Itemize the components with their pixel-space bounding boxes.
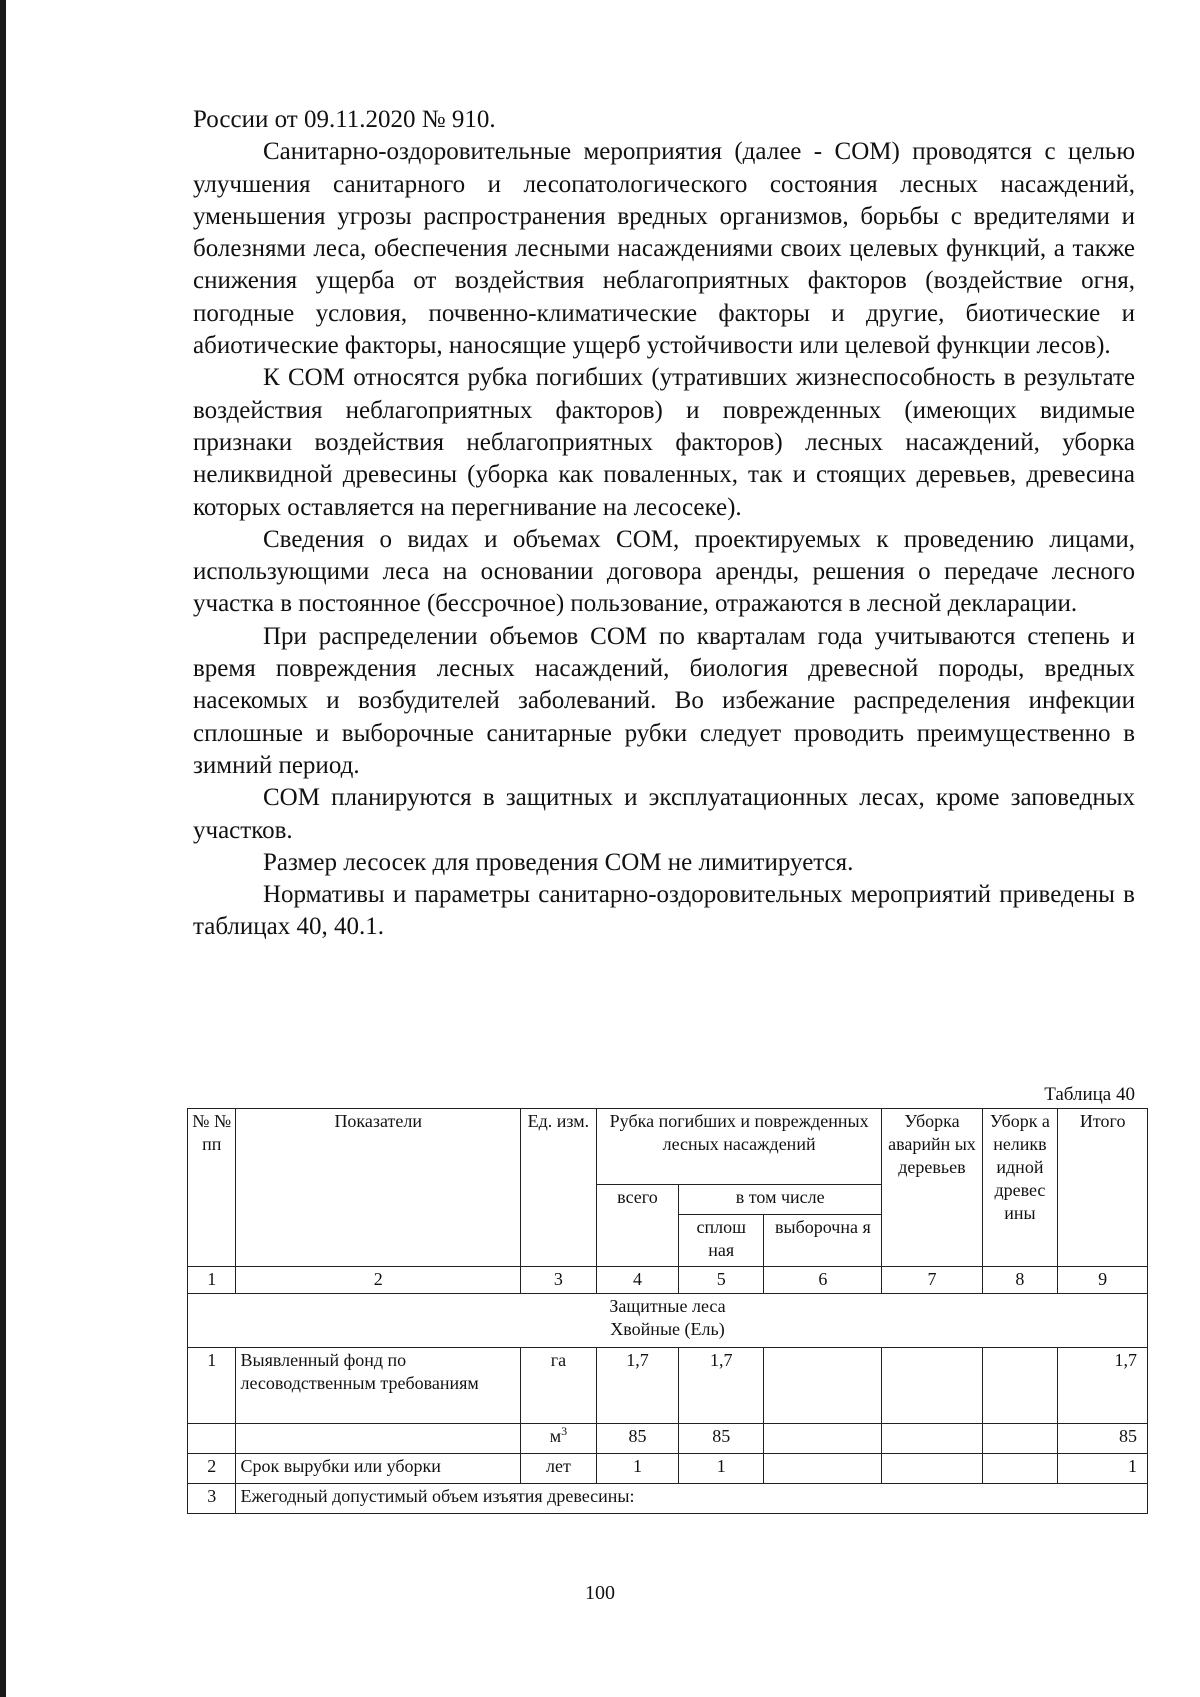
row-grand-total: 85 — [1058, 1424, 1148, 1454]
header-selective: выборочна я — [764, 1215, 882, 1267]
paragraph-som-size: Размер лесосек для проведения СОМ не лимитируется. — [263, 848, 854, 876]
table-row — [188, 1348, 1148, 1424]
paragraph-continuation: России от 09.11.2020 № 910. — [193, 106, 496, 133]
col-number: 4 — [596, 1267, 678, 1294]
row-clear: 85 — [679, 1424, 764, 1454]
scan-page-edge — [0, 0, 6, 1697]
row-selective — [764, 1424, 882, 1454]
norms-table — [187, 1108, 1148, 1514]
row-num: 2 — [188, 1454, 236, 1484]
row-grand-total: 1 — [1058, 1454, 1148, 1484]
row-emergency — [882, 1424, 982, 1454]
row-total: 1 — [596, 1454, 678, 1484]
paragraph-som-planning: СОМ планируются в защитных и эксплуатационных лесах, кроме заповедных участков. — [193, 784, 1135, 844]
row-num: 3 — [188, 1484, 236, 1514]
unit-base: м — [549, 1426, 562, 1446]
paragraph-som-definition: Санитарно-оздоровительные мероприятия (далее - СОМ) проводятся с целью улучшения санитарного и лесопатологического состояния лесных насаждений, уменьшения угрозы распространения вредных организмов, борьбы с вредителями и болезнями леса, обеспечения лесными насаждениями своих целевых функций, а также снижения ущерба от воздействия неблагоприятных факторов (воздействие огня, погодные условия, почвенно-климатические факторы и другие, биотические и абиотические факторы, наносящие ущерб устойчивости или целевой функции лесов). — [193, 138, 1135, 360]
row-illiquid — [982, 1424, 1058, 1454]
paragraph-som-distribution: При распределении объемов СОМ по кварталам года учитываются степень и время повреждения лесных насаждений, биология древесной породы, вредных насекомых и возбудителей заболеваний. Во избежание распределения инфекции сплошные и выборочные санитарные рубки следует проводить преимущественно в зимний период. — [193, 622, 1135, 779]
header-emergency: Уборка аварийн ых деревьев — [882, 1109, 982, 1267]
col-number: 1 — [188, 1267, 236, 1294]
col-number: 7 — [882, 1267, 982, 1294]
col-number: 9 — [1058, 1267, 1148, 1294]
page-number: 100 — [585, 1582, 615, 1604]
header-grand-total: Итого — [1058, 1109, 1148, 1267]
row-num — [188, 1424, 236, 1454]
row-indicator — [236, 1424, 521, 1454]
document-body — [193, 104, 1135, 944]
col-number: 5 — [679, 1267, 764, 1294]
row-num: 1 — [188, 1348, 236, 1424]
row-unit — [520, 1424, 596, 1454]
header-num: № № пп — [188, 1109, 236, 1267]
row-indicator: Выявленный фонд по лесоводственным требованиям — [236, 1348, 521, 1424]
header-indicator: Показатели — [236, 1109, 521, 1267]
row-emergency — [882, 1348, 982, 1424]
row-total: 85 — [596, 1424, 678, 1454]
row-indicator: Срок вырубки или уборки — [236, 1454, 521, 1484]
table-caption: Таблица 40 — [1044, 1084, 1135, 1105]
section-species: Хвойные (Ель) — [610, 1319, 725, 1339]
section-row — [188, 1294, 1148, 1348]
row-selective — [764, 1454, 882, 1484]
table-row — [188, 1424, 1148, 1454]
row-illiquid — [982, 1454, 1058, 1484]
row-selective — [764, 1348, 882, 1424]
col-number: 2 — [236, 1267, 521, 1294]
row-unit: лет — [520, 1454, 596, 1484]
col-number: 6 — [764, 1267, 882, 1294]
header-incl: в том числе — [679, 1185, 882, 1215]
paragraph-som-norms: Нормативы и параметры санитарно-оздоровительных мероприятий приведены в таблицах 40, 40.1. — [193, 881, 1135, 941]
header-total-all: всего — [596, 1185, 678, 1267]
row-emergency — [882, 1454, 982, 1484]
row-clear: 1 — [679, 1454, 764, 1484]
header-unit: Ед. изм. — [520, 1109, 596, 1267]
row-clear: 1,7 — [679, 1348, 764, 1424]
row-total: 1,7 — [596, 1348, 678, 1424]
section-forest-type: Защитные леса — [609, 1296, 726, 1316]
table-row — [188, 1454, 1148, 1484]
section-heading — [188, 1294, 1148, 1348]
row-illiquid — [982, 1348, 1058, 1424]
header-felling: Рубка погибших и поврежденных лесных насаждений — [596, 1109, 882, 1185]
row-grand-total: 1,7 — [1058, 1348, 1148, 1424]
header-clear: сплош ная — [679, 1215, 764, 1267]
row-indicator: Ежегодный допустимый объем изъятия древесины: — [236, 1484, 1148, 1514]
col-number: 3 — [520, 1267, 596, 1294]
paragraph-som-types: К СОМ относятся рубка погибших (утративших жизнеспособность в результате воздействия неблагоприятных факторов) и поврежденных (имеющих видимые признаки воздействия неблагоприятных факторов) лесных насаждений, уборка неликвидной древесины (уборка как поваленных, так и стоящих деревьев, древесина которых оставляется на перегнивание на лесосеке). — [193, 364, 1135, 521]
header-row-1 — [188, 1109, 1148, 1185]
unit-superscript: 3 — [561, 1424, 568, 1438]
header-illiquid: Уборк а неликв идной древес ины — [982, 1109, 1058, 1267]
column-numbers-row — [188, 1267, 1148, 1294]
col-number: 8 — [982, 1267, 1058, 1294]
paragraph-som-declaration: Сведения о видах и объемах СОМ, проектируемых к проведению лицами, использующими леса на основании договора аренды, решения о передаче лесного участка в постоянное (бессрочное) пользование, отражаются в лесной декларации. — [193, 525, 1135, 618]
row-unit: га — [520, 1348, 596, 1424]
table-row — [188, 1484, 1148, 1514]
